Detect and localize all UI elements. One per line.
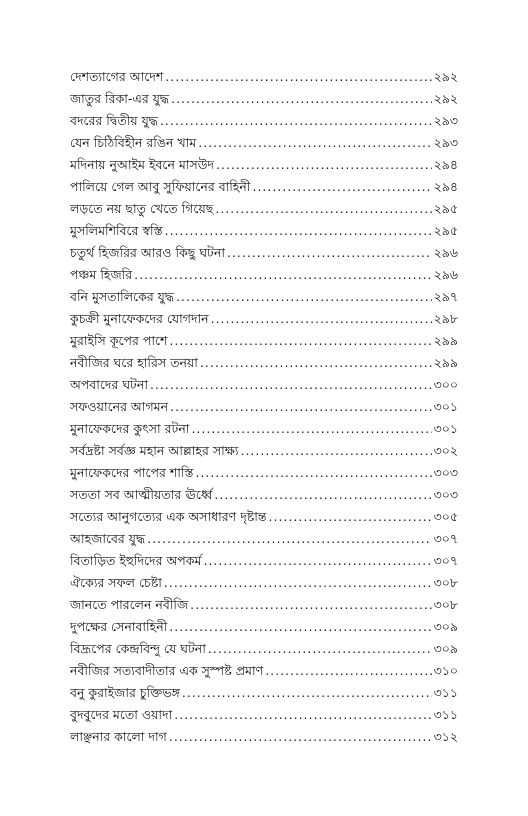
toc-entry	[70, 616, 458, 638]
toc-dot-leader	[170, 396, 432, 418]
toc-entry	[70, 330, 458, 352]
toc-entry-title: চতুর্থ হিজরির আরও কিছু ঘটনা	[70, 245, 225, 260]
toc-entry-page-number: ২৯৫	[433, 223, 458, 238]
toc-dot-leader	[198, 132, 431, 154]
toc-entry-title: দুপক্ষের সেনাবাহিনী	[70, 619, 168, 634]
toc-entry-title: মুনাফেকদের পাপের শাস্তি	[70, 465, 194, 480]
toc-entry-title: জাতুর রিকা-এর যুদ্ধ	[70, 91, 170, 106]
toc-dot-leader	[269, 506, 432, 528]
toc-entry	[70, 308, 458, 330]
toc-entry-title: বিদ্রূপের কেন্দ্রবিন্দু যে ঘটনা	[70, 641, 206, 656]
toc-entry-page-number: ৩০৮	[433, 575, 458, 590]
toc-dot-leader	[214, 484, 431, 506]
toc-entry-page-number: ৩০১	[433, 421, 458, 436]
toc-entry	[70, 682, 458, 704]
toc-entry-title: সত্যের আনুগত্যের এক অসাধারণ দৃষ্টান্ত	[70, 509, 267, 524]
toc-dot-leader	[265, 660, 431, 682]
toc-dot-leader	[134, 264, 432, 286]
toc-entry	[70, 462, 458, 484]
toc-entry	[70, 176, 458, 198]
toc-dot-leader	[171, 88, 432, 110]
toc-entry-title: দেশত্যাগের আদেশ	[70, 69, 164, 84]
toc-dot-leader	[147, 528, 431, 550]
toc-entry-page-number: ২৯৭	[433, 289, 458, 304]
toc-entry	[70, 220, 458, 242]
toc-entry-page-number: ৩০৫	[433, 509, 458, 524]
toc-dot-leader	[169, 330, 431, 352]
toc-dot-leader	[182, 682, 432, 704]
toc-entry-title: ঐক্যের সফল চেষ্টা	[70, 575, 162, 590]
toc-dot-leader	[165, 66, 431, 88]
toc-entry-title: নবীজির ঘরে হারিস তনয়া	[70, 355, 198, 370]
toc-entry	[70, 726, 458, 748]
toc-dot-leader	[169, 726, 432, 748]
toc-entry-page-number: ২৯৮	[433, 311, 458, 326]
toc-entry-title: জানতে পারলেন নবীজি	[70, 597, 189, 612]
toc-entry	[70, 352, 458, 374]
toc-entry-title: বিতাড়িত ইহুদিদের অপকর্ম	[70, 553, 202, 568]
toc-entry-page-number: ৩০০	[433, 377, 458, 392]
toc-entry-page-number: ৩০৭	[433, 553, 458, 568]
toc-entry-page-number: ৩০৯	[433, 619, 458, 634]
toc-entry-title: কুচক্রী মুনাফেকদের যোগদান	[70, 311, 209, 326]
toc-entry	[70, 660, 458, 682]
toc-entry	[70, 66, 458, 88]
toc-entry-page-number: ২৯২	[433, 69, 458, 84]
toc-entry	[70, 506, 458, 528]
toc-entry-page-number: ৩০৩	[433, 487, 458, 502]
toc-entry-title: সততা সব আত্মীয়তার ঊর্ধ্বে	[70, 487, 213, 502]
toc-entry	[70, 132, 458, 154]
toc-dot-leader	[160, 110, 432, 132]
toc-dot-leader	[190, 594, 431, 616]
toc-entry-page-number: ২৯৪	[433, 179, 458, 194]
toc-entry-title: মুসলিমশিবিরে স্বস্তি	[70, 223, 163, 238]
toc-entry	[70, 418, 458, 440]
toc-entry	[70, 374, 458, 396]
toc-entry	[70, 396, 458, 418]
toc-entry	[70, 484, 458, 506]
toc-dot-leader	[150, 374, 432, 396]
toc-entry-title: নবীজির সত্যবাদীতার এক সুস্পষ্ট প্রমাণ	[70, 663, 264, 678]
toc-entry-page-number: ৩০৩	[433, 465, 458, 480]
toc-entry-title: পালিয়ে গেল আবু সুফিয়ানের বাহিনী	[70, 179, 251, 194]
toc-dot-leader	[200, 352, 432, 374]
toc-dot-leader	[176, 286, 432, 308]
toc-dot-leader	[203, 550, 431, 572]
toc-entry-page-number: ২৯৩	[433, 113, 458, 128]
toc-entry	[70, 572, 458, 594]
toc-entry-title: লাঞ্ছনার কালো দাগ	[70, 729, 167, 744]
toc-entry-page-number: ৩০৮	[433, 597, 458, 612]
toc-entry-title: অপবাদের ঘটনা	[70, 377, 148, 392]
toc-entry-title: পঞ্চম হিজরি	[70, 267, 133, 282]
toc-entry-page-number: ২৯২	[433, 91, 458, 106]
toc-dot-leader	[216, 154, 432, 176]
toc-entry-page-number: ২৯৯	[433, 333, 458, 348]
toc-dot-leader	[208, 638, 432, 660]
toc-entry-page-number: ২৯৪	[433, 157, 458, 172]
toc-entry	[70, 264, 458, 286]
toc-entry	[70, 154, 458, 176]
toc-entry-title: আহজাবের যুদ্ধ	[70, 531, 146, 546]
toc-entry-page-number: ৩১২	[433, 729, 458, 744]
toc-entry-title: মদিনায় নুআইম ইবনে মাসউদ	[70, 157, 215, 172]
toc-entry	[70, 550, 458, 572]
toc-dot-leader	[215, 198, 431, 220]
toc-dot-leader	[174, 704, 431, 726]
toc-entry-title: মুনাফেকদের কুৎসা রটনা	[70, 421, 190, 436]
toc-entry-page-number: ৩০৭	[433, 531, 458, 546]
toc-entry-page-number: ৩১১	[433, 707, 458, 722]
toc-dot-leader	[252, 176, 431, 198]
toc-entry-title: লড়তে নয় ছাতু খেতে গিয়েছ	[70, 201, 214, 216]
toc-entry-page-number: ৩০১	[433, 399, 458, 414]
toc-entry	[70, 198, 458, 220]
toc-entry-page-number: ৩১১	[433, 685, 458, 700]
toc-entry-title: বুদবুদের মতো ওয়াদা	[70, 707, 173, 722]
toc-dot-leader	[240, 440, 431, 462]
toc-entry-title: বনি মুসতালিকের যুদ্ধ	[70, 289, 175, 304]
toc-entry	[70, 704, 458, 726]
toc-entry	[70, 528, 458, 550]
toc-entry-page-number: ২৯৩	[433, 135, 458, 150]
toc-dot-leader	[211, 308, 432, 330]
toc-entry-page-number: ২৯৯	[433, 355, 458, 370]
toc-entry-page-number: ২৯৬	[433, 245, 458, 260]
toc-entry	[70, 440, 458, 462]
toc-entry	[70, 638, 458, 660]
toc-entry-title: যেন চিঠিবিহীন রঙিন খাম	[70, 135, 197, 150]
toc-entry-title: মুরাইসি কূপের পাশে	[70, 333, 168, 348]
toc-entry	[70, 110, 458, 132]
toc-entry-page-number: ৩০২	[433, 443, 458, 458]
toc-dot-leader	[227, 242, 432, 264]
toc-entry	[70, 286, 458, 308]
toc-dot-leader	[191, 418, 431, 440]
toc-dot-leader	[164, 572, 432, 594]
toc-entry-title: বনু কুরাইজার চুক্তিভঙ্গ	[70, 685, 180, 700]
toc-entry-title: সফওয়ানের আগমন	[70, 399, 169, 414]
toc-dot-leader	[169, 616, 431, 638]
toc-entry-page-number: ২৯৫	[433, 201, 458, 216]
table-of-contents	[70, 66, 458, 748]
toc-entry-title: বদরের দ্বিতীয় যুদ্ধ	[70, 113, 158, 128]
toc-entry	[70, 88, 458, 110]
toc-dot-leader	[195, 462, 431, 484]
toc-entry	[70, 242, 458, 264]
toc-entry-title: সর্বদ্রষ্টা সর্বজ্ঞ মহান আল্লাহর সাক্ষ্য	[70, 443, 239, 458]
toc-entry-page-number: ৩১০	[433, 663, 458, 678]
toc-dot-leader	[165, 220, 432, 242]
toc-entry	[70, 594, 458, 616]
toc-entry-page-number: ৩০৯	[433, 641, 458, 656]
toc-entry-page-number: ২৯৬	[433, 267, 458, 282]
